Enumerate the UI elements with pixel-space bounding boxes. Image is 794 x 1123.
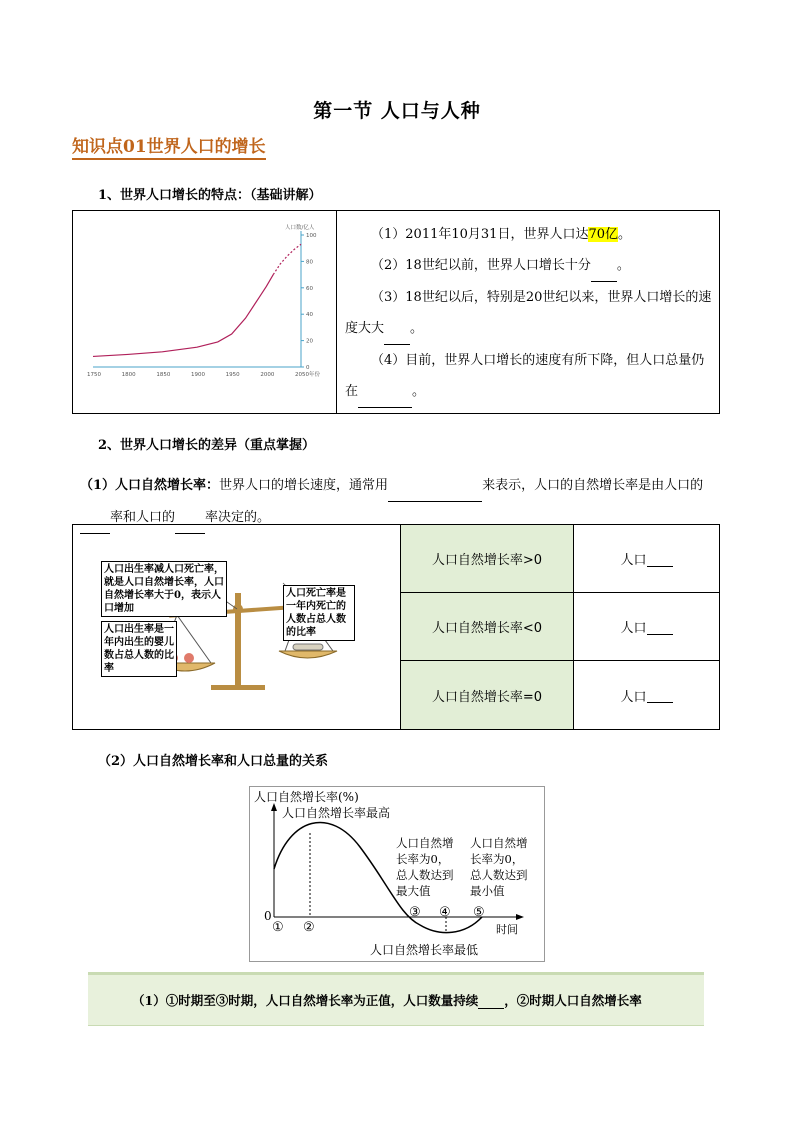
min-note: 人口自然增 长率为0， 总人数达到 最小值: [470, 836, 528, 898]
result-zero: 人口: [574, 661, 719, 729]
x-tick-label-3: 1900: [191, 372, 205, 378]
world-population-chart: [79, 217, 331, 387]
condition-negative: 人口自然增长率<0: [401, 593, 573, 661]
x-axis-label: 时间: [496, 923, 518, 936]
knowledge-point-heading: 知识点01世界人口的增长: [72, 132, 266, 160]
y-tick-label-0: 0: [306, 365, 310, 371]
natural-growth-definition: （1）人口自然增长率：世界人口的增长速度，通常用 来表示，人口的自然增长率是由人口的 率和人口的 率决定的。: [80, 470, 720, 534]
y-axis-label: 人口数/亿人: [285, 225, 315, 231]
practice-tip-box: [88, 972, 704, 1026]
x-tick-label-5: 2000: [260, 372, 275, 378]
tip-text: （1）①时期至③时期，人口自然增长率为正值，人口数量持续 ，②时期人口自然增长率: [132, 993, 642, 1008]
period-5: ⑤: [473, 905, 485, 920]
max-note: 人口自然增 长率为0， 总人数达到 最大值: [396, 836, 454, 898]
label-birth-rate: 人口出生率是一年内出生的婴儿数占总人数的比率: [101, 621, 177, 677]
y-axis-label: 人口自然增长率(%): [254, 790, 359, 804]
result-positive: 人口: [574, 525, 719, 593]
section2-heading: 2、世界人口增长的差异（重点掌握）: [98, 438, 316, 453]
period-1: ①: [272, 920, 284, 935]
period-2: ②: [303, 920, 315, 935]
y-tick-label-4: 80: [306, 259, 313, 266]
population-series-1: [273, 244, 301, 274]
label-death-rate: 人口死亡率是一年内死亡的人数占总人数的比率: [283, 585, 355, 641]
x-tick-label-1: 1800: [121, 372, 136, 378]
trough-label: 人口自然增长率最低: [370, 943, 479, 957]
period-4: ④: [439, 905, 451, 920]
x-tick-label-6: 2050年份: [295, 372, 320, 378]
y-tick-label-1: 20: [306, 338, 313, 345]
highlight-70yi: 70亿: [588, 227, 618, 242]
y-tick-label-3: 60: [306, 285, 313, 292]
y-tick-label-5: 100: [306, 233, 317, 239]
fact-2: （2）18世纪以前，世界人口增长十分 。: [345, 250, 715, 282]
x-tick-label-2: 1850: [156, 372, 171, 378]
section1-heading: 1、世界人口增长的特点：（基础讲解）: [98, 188, 322, 203]
peak-label: 人口自然增长率最高: [282, 806, 391, 820]
label-natural-growth: 人口出生率减人口死亡率，就是人口自然增长率，人口自然增长率大于0，表示人口增加: [101, 561, 227, 617]
growth-rate-vs-population-chart: [249, 786, 545, 962]
result-negative: 人口: [574, 593, 719, 661]
growth-rate-table-box: [72, 524, 720, 730]
facts-list: [345, 219, 715, 408]
period-3: ③: [409, 905, 421, 920]
x-tick-label-4: 1950: [225, 372, 240, 378]
condition-zero: 人口自然增长率=0: [401, 661, 573, 729]
y-tick-label-2: 40: [306, 312, 313, 319]
condition-positive: 人口自然增长率>0: [401, 525, 573, 593]
fact-3: （3）18世纪以后，特别是20世纪以来，世界人口增长的速度大大 。: [345, 282, 715, 345]
population-growth-box: [72, 210, 720, 414]
fact-1: （1）2011年10月31日，世界人口达70亿。: [371, 227, 632, 242]
box-divider: [336, 211, 337, 413]
x-tick-label-0: 1750: [87, 372, 101, 378]
section3-heading: （2）人口自然增长率和人口总量的关系: [98, 754, 329, 769]
origin-label: 0: [264, 909, 272, 923]
population-series-0: [93, 275, 273, 357]
fact-4: （4）目前，世界人口增长的速度有所下降，但人口总量仍在 。: [345, 345, 715, 408]
page-title: 第一节 人口与人种: [313, 100, 481, 122]
